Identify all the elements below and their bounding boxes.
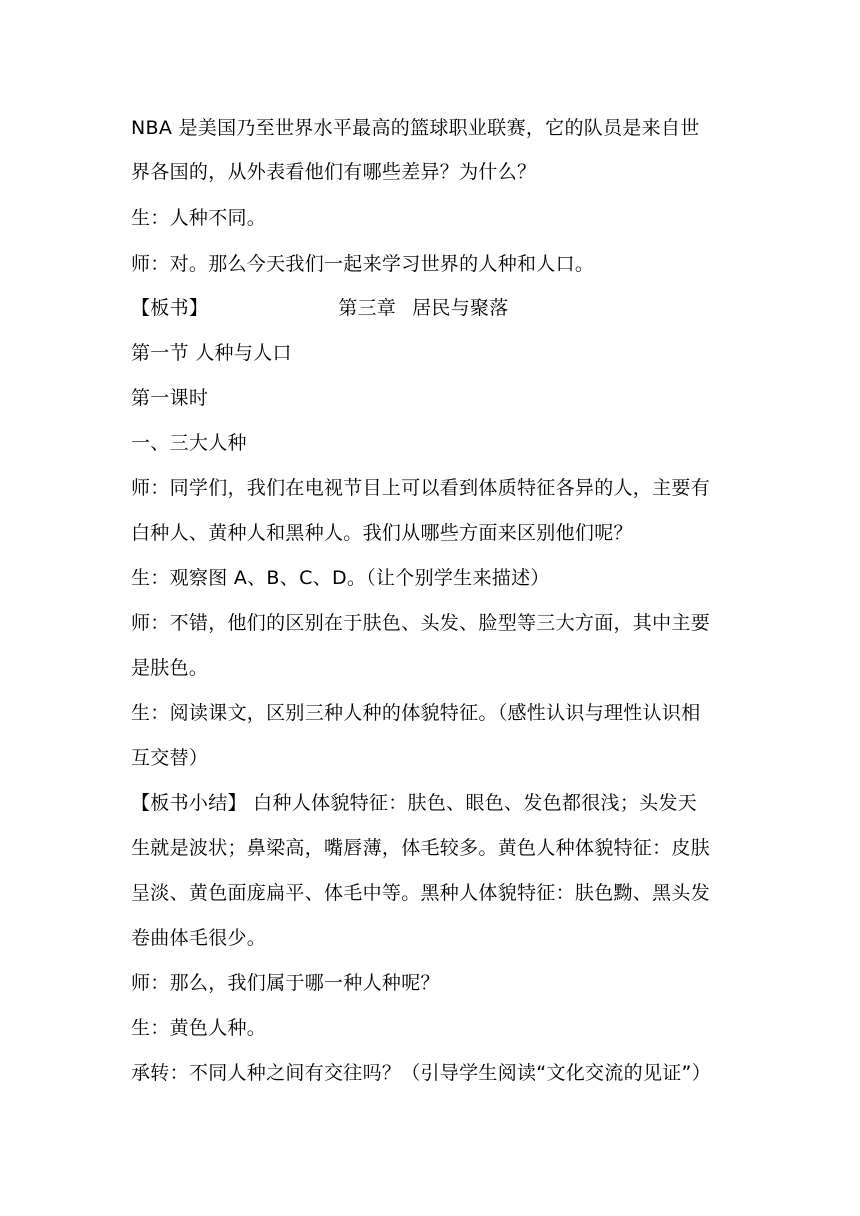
section-heading: 第一节 人种与人口 (131, 342, 292, 364)
paragraph-line: 界各国的，从外表看他们有哪些差异？为什么？ (131, 161, 537, 183)
paragraph-line: 生：人种不同。 (131, 207, 267, 229)
paragraph-line: 呈淡、黄色面庞扁平、体毛中等。黑种人体貌特征：肤色黝、黑头发 (131, 882, 711, 904)
board-heading-line (131, 295, 509, 321)
paragraph-line: 生：黄色人种。 (131, 1017, 267, 1039)
chapter-title: 第三章 (338, 297, 397, 319)
paragraph-line: 师：对。那么今天我们一起来学习世界的人种和人口。 (131, 253, 595, 275)
paragraph-line: 师：同学们，我们在电视节目上可以看到体质特征各异的人，主要有 (131, 477, 711, 499)
paragraph-line: 卷曲体毛很少。 (131, 927, 267, 949)
paragraph-line: 承转：不同人种之间有交往吗？（引导学生阅读“文化交流的见证”） (131, 1062, 711, 1084)
paragraph-line: 白种人、黄种人和黑种人。我们从哪些方面来区别他们呢？ (131, 522, 633, 544)
paragraph-line: 【板书小结】 白种人体貌特征：肤色、眼色、发色都很浅；头发天 (131, 792, 698, 814)
paragraph-line: 是肤色。 (131, 657, 209, 679)
paragraph-line: 互交替） (131, 747, 209, 769)
paragraph-line: 生：观察图 A、B、C、D。（让个别学生来描述） (131, 567, 550, 589)
paragraph-line: 师：那么，我们属于哪一种人种呢？ (131, 972, 440, 994)
paragraph-line: NBA 是美国乃至世界水平最高的篮球职业联赛，它的队员是来自世 (131, 117, 700, 139)
paragraph-line: 生：阅读课文，区别三种人种的体貌特征。（感性认识与理性认识相 (131, 702, 701, 724)
board-label: 【板书】 (131, 297, 209, 319)
chapter-subtitle: 居民与聚落 (412, 297, 509, 319)
lesson-heading: 第一课时 (131, 387, 209, 409)
paragraph-line: 师：不错，他们的区别在于肤色、头发、脸型等三大方面，其中主要 (131, 612, 711, 634)
subsection-heading: 一、三大人种 (131, 432, 247, 454)
paragraph-line: 生就是波状；鼻梁高，嘴唇薄，体毛较多。黄色人种体貌特征：皮肤 (131, 837, 711, 859)
